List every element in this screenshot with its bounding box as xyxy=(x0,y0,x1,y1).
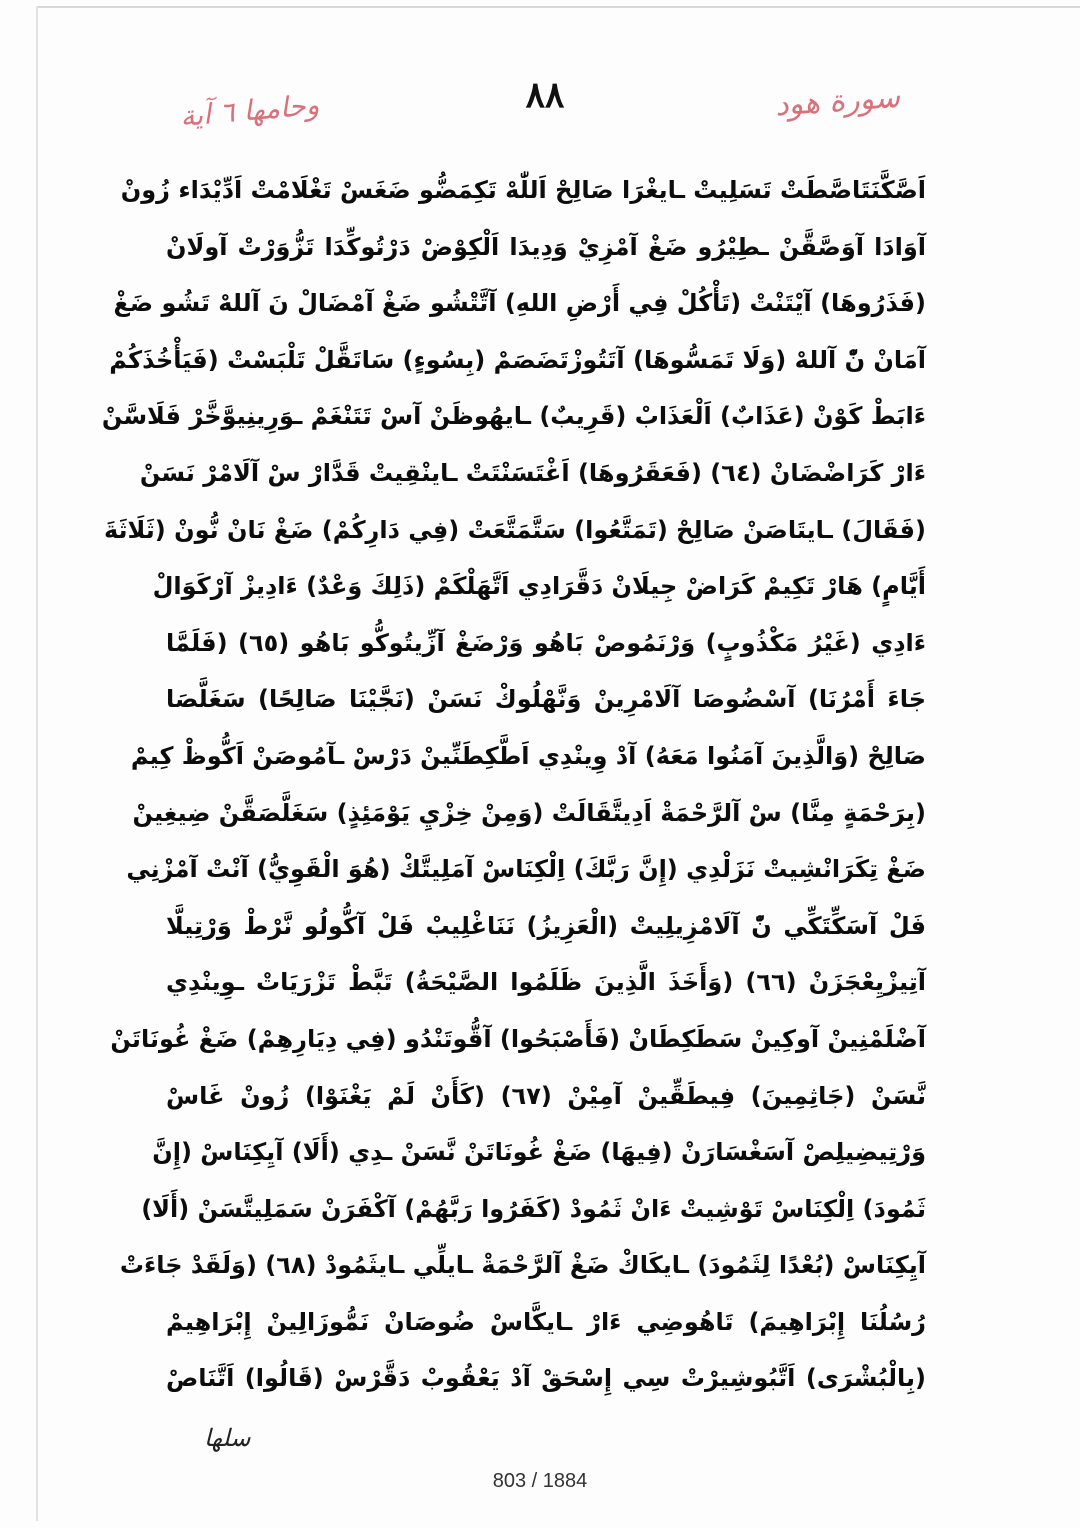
text-line-14: فَلْ آسَكِّتَكِّي نّْ آلَامْزِيلِيتْ (الْعَزِيزُ) نَنَاغْلِيبْ فَلْ آكُّولُو نَّرْطْ وَرْتِيلَّا xyxy=(166,911,926,940)
text-line-8: أَيَّامٍ) هَارْ تَكِيمْ كَرَاضْ جِيلَانْ دَقَّرَادِي اَتَّهَلْكَمْ (ذَلِكَ وَعْدٌ) ءَادِيزْ آرْكَوَالْ xyxy=(152,572,926,601)
text-line-10: جَاءَ أَمْرُنَا) آسْضُوصَا آلَامْرِينْ وَنَّهْلُوكْ نَسَنْ (نَجَّيْنَا صَالِحًا) سَغَلَّصَا xyxy=(166,685,926,714)
text-line-11: صَالِحْ (وَالَّذِينَ آمَنُوا مَعَهُ) آدْ وِينْدِي اَطَّكِطَنِّينْ دَرْسْ ـآمُوصَنْ اَكُّوظْ كِيمْ xyxy=(130,741,926,770)
text-line-18: وَرْتِيضِيلِصْ آسَغْسَارَنْ (فِيهَا) ضَغْ غُونَاتَنْ نَّسَنْ ـدِي (أَلَا) آيِكِنَاسْ (إِنَّ xyxy=(152,1138,926,1167)
text-line-17: نَّسَنْ (جَاثِمِينَ) فِيطَقِّينْ آمِيْنْ (٦٧) (كَأَنْ لَمْ يَغْنَوْا) زُونْ غَاسْ xyxy=(166,1081,927,1110)
text-line-16: آضْلَمْنِينْ آوكِينْ سَطَكِطَانْ (فَأَصْبَحُوا) آقُّوتَنْدُو (فِي دِيَارِهِمْ) ضَغْ غُونَاتَنْ xyxy=(110,1024,926,1053)
text-line-3: (فَذَرُوهَا) آيْتَنْتْ (تَأْكُلْ فِي أَرْضِ اللهِ) آتَّتْشُو ضَغْ آمْضَالْ نَ آللهْ تَشُو ضَغْ xyxy=(113,289,926,318)
handwritten-verse-note: وحامها ٦ آية xyxy=(178,87,321,134)
text-line-13: ضَغْ تِكَرَانْشِيتْ نَزَلْدِي (إِنَّ رَبَّكَ) اِلْكِنَاسْ آمَلِيتَّكْ (هُوَ الْقَوِيُّ) آنْتْ آمْزْنِي xyxy=(126,855,926,884)
text-line-19: ثَمُودَ) اِلْكِنَاسْ تَوْشِيتْ ءَانْ ثَمُودْ (كَفَرُوا رَبَّهُمْ) آكْفَرَنْ سَمَلِيتَّسَنْ (أَلَا) xyxy=(141,1194,926,1223)
text-line-15: آتِيزْيِعْجَزَنْ (٦٦) (وَأَخَذَ الَّذِينَ ظَلَمُوا الصَّيْحَةُ) تَبَّطْ تَزْرَيَاتْ ـوِينْدِي xyxy=(166,968,926,997)
text-line-6: ءَارْ كَرَاضْضَانْ (٦٤) (فَعَقَرُوهَا) اَغْتَسَنْتَتْ ـاينْقِيتْ قَدَّارْ سْ آلَامْرْ نَسَنْ xyxy=(139,458,926,487)
text-line-4: آمَانْ نّْ آللهْ (وَلَا تَمَسُّوهَا) آتَتُوزْتَضَصَمْ (بِسُوءٍ) سَاتَقَّلْ تَلْبَسْتْ (فَيَأْخُذَكُمْ xyxy=(109,345,926,374)
page-number: ٨٨ xyxy=(525,74,565,116)
handwritten-surah-note: سورة هود xyxy=(773,79,902,124)
text-line-5: ءَابَطْ كَوْنْ (عَذَابٌ) اَلْعَذَابْ (قَرِيبٌ) ـايهُوظَنْ آسْ تَتَنْغَمْ ـوَرِينِيوَّخَّرْ فَلَاسَّنْ xyxy=(101,402,926,431)
text-line-12: (بِرَحْمَةٍ مِنَّا) سْ آلرَّحْمَةْ اَدِيتَّقَالَتْ (وَمِنْ خِزْيِ يَوْمَئِذٍ) سَغَلَّصَقَّنْ ضِيغِينْ xyxy=(132,798,926,827)
scan-edge-left xyxy=(36,6,38,1521)
text-line-20: آيِكِنَاسْ (بُعْدًا لِثَمُودَ) ـايكَاكْ ضَغْ آلرَّحْمَةْ ـايلِّي ـايثَمُودْ (٦٨) (وَلَقَدْ جَاءَتْ xyxy=(119,1251,926,1280)
handwritten-signature: سلها xyxy=(204,1424,251,1452)
text-line-1: اَصَّكَّنَتَاصَّطَتْ تَسَلِيتْ ـايغْرَا صَالِحْ اَللّٰهْ تَكِمَضُّو ضَغَسْ تَغْلَامْتْ اَدِّيْدَاء زُونْ xyxy=(120,176,926,204)
scan-edge-top xyxy=(38,6,1080,8)
text-line-9: ءَادِي (غَيْرُ مَكْذُوبٍ) وَرْنَمُوصْ بَاهُو وَرْضَغْ آزِّيتُوكُّو بَاهُو (٦٥) (فَلَمَّا xyxy=(166,628,927,657)
text-line-2: آوَادَا آوَصَّقَّنْ ـطِيْرُو ضَغْ آمْزِيْ وَدِيدَا اَلْكِوْضْ دَرْتُوكِّدَا تَزُّوَرْتْ آولَانْ xyxy=(166,232,926,261)
text-line-22: (بِالْبُشْرَى) اَتَّبُوشِيرْتْ سِي إِسْحَقْ آدْ يَعْقُوبْ دَقَّرْسْ (قَالُوا) اَتَّنَاصْ xyxy=(166,1364,926,1393)
text-line-21: رُسُلُنَا إِبْرَاهِيمَ) تَاهُوضِي ءَارْ ـايكَّاسْ ضُوصَانْ نَمُّوزَالِينْ إِبْرَاهِيمْ xyxy=(166,1307,926,1336)
text-line-7: (فَقَالَ) ـايتَاصَنْ صَالِحْ (تَمَتَّعُوا) سَتَّمَتَّعَتْ (فِي دَارِكُمْ) ضَغْ نَانْ نُّونْ (ثَلَاثَةَ xyxy=(103,515,926,544)
translation-text-block xyxy=(101,162,927,1407)
page-counter: 803 / 1884 xyxy=(492,1470,588,1492)
